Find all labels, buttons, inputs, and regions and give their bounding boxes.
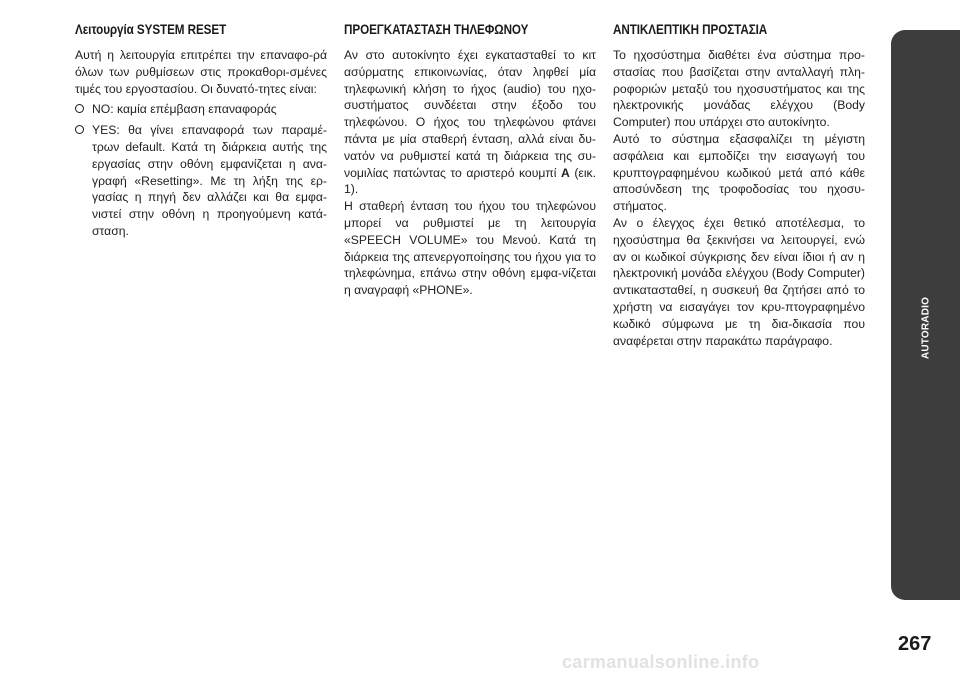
list-item [75, 101, 327, 118]
anti-theft-paragraph-2: Αυτό το σύστημα εξασφαλίζει τη μέγιστη ασφάλεια και εμποδίζει την εισαγωγή του κρυπτογραφημένου κωδικού μετά από κάθε αποσύνδεση της τροφοδοσίας του ηχοσυ-στήματος. [613, 131, 865, 214]
section-phone-preset [344, 22, 596, 299]
section-anti-theft [613, 22, 865, 349]
figure-reference-letter: A [561, 165, 570, 180]
figure-reference: (εικ. 1). [344, 165, 597, 197]
system-reset-options [75, 101, 327, 239]
anti-theft-paragraph-1: Το ηχοσύστημα διαθέτει ένα σύστημα προ-στασίας που βασίζεται στην ανταλλαγή πλη-ροφοριών μεταξύ του ηχοσυστήματος και της ηλεκτρονικής μονάδας ελέγχου (Body Computer) που υπάρχει στο αυτοκίνητο. [613, 48, 865, 130]
paragraph-text: Αν στο αυτοκίνητο έχει εγκατασταθεί το κιτ ασύρματης επικοινωνίας, όταν ληφθεί μία τηλεφωνική κλήση το ήχος (audio) του ηχο-συστήματος συνδέεται στην έξοδο του τηλεφώνου. Ο ήχος του τηλεφώνου φτάνει πάντα με μία σταθερή ένταση, αλλά είναι δυ-νατόν να ρυθμιστεί κατά τη διάρκεια της συ-νομιλίας πατώντας το αριστερό κουμπί [344, 48, 596, 180]
section-title-system-reset: Λειτουργία SYSTEM RESET [75, 22, 227, 37]
section-title-phone-preset: ΠΡΟΕΓΚΑΤΑΣΤΑΣΗ ΤΗΛΕΦΩΝΟΥ [344, 22, 529, 37]
bullet-circle-icon [75, 104, 84, 113]
list-item [75, 122, 327, 240]
section-title-anti-theft: ΑΝΤΙΚΛΕΠΤΙΚΗ ΠΡΟΣΤΑΣΙΑ [613, 22, 768, 37]
phone-preset-paragraph-1 [344, 47, 596, 198]
option-text: YES: θα γίνει επαναφορά των παραμέ-τρων default. Κατά τη διάρκεια αυτής της εργασίας στην οθόνη εμφανίζεται η ανα-γραφή «Resetting». Με τη λήξη της ερ-γασίας η πηγή δεν αλλάζει και θα εμφα-νιστεί στην οθόνη η προηγούμενη κατά-σταση. [92, 123, 327, 238]
option-text: NO: καμία επέμβαση επαναφοράς [92, 102, 277, 117]
page-number: 267 [898, 633, 932, 655]
watermark: carmanualsonline.info [562, 652, 760, 672]
chapter-label: AUTORADIO [920, 296, 932, 360]
phone-preset-paragraph-2: Η σταθερή ένταση του ήχου του τηλεφώνου μπορεί να ρυθμιστεί με τη λειτουργία «SPEECH VOLUME» του Μενού. Κατά τη διάρκεια της απενεργοποίησης του ήχου για το τηλεφώνημα, επάνω στην οθόνη εμφα-νίζεται η αναγραφή «PHONE». [344, 199, 596, 298]
system-reset-intro: Αυτή η λειτουργία επιτρέπει την επαναφο-ρά όλων των ρυθμίσεων στις προκαθορι-σμένες τιμές του εργοστασίου. Οι δυνατό-τητες είναι: [75, 48, 327, 96]
bullet-circle-icon [75, 125, 84, 134]
section-system-reset [75, 22, 327, 244]
anti-theft-paragraph-3: Αν ο έλεγχος έχει θετικό αποτέλεσμα, το ηχοσύστημα θα ξεκινήσει να λειτουργεί, ενώ αν οι κωδικοί σύγκρισης δεν είναι ίδιοι ή αν η ηλεκτρονική μονάδα ελέγχου (Body Computer) αντικατασταθεί, η συσκευή θα ζητήσει από το χρήστη να εισαγάγει τον κρυ-πτογραφημένο κωδικό σύμφωνα με τη δια-δικασία που αναφέρεται στην παρακάτω παράγραφο. [613, 215, 865, 348]
